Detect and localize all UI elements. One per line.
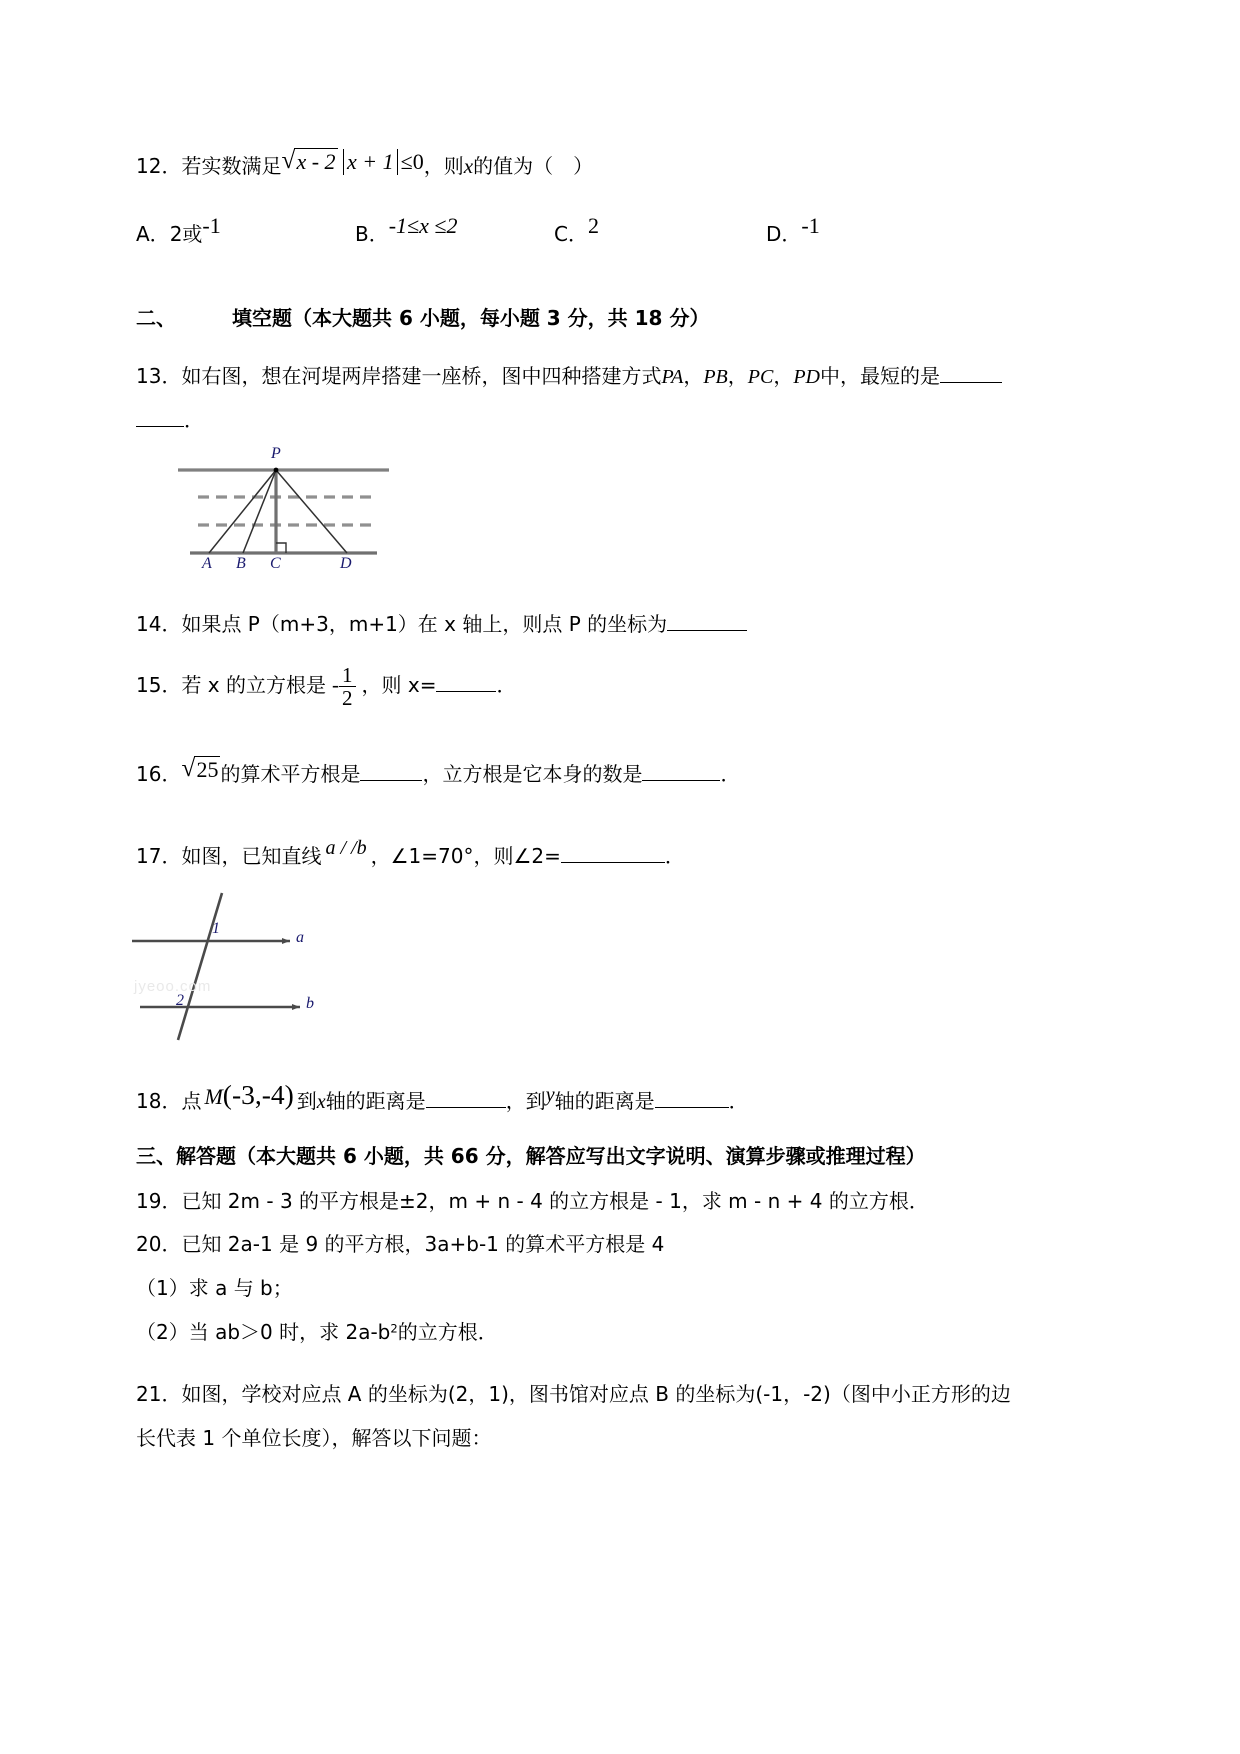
q20-part-2-b: 的立方根． xyxy=(397,1320,498,1344)
question-16 xyxy=(136,758,740,791)
q20-part-1: （1）求 a 与 b； xyxy=(136,1276,293,1300)
q20-text: 已知 2a-1 是 9 的平方根，3a+b-1 的算术平方根是 4 xyxy=(181,1232,665,1256)
q12-option-c-label: C． xyxy=(554,222,588,246)
q18-axis-y: y xyxy=(545,1084,555,1106)
q18-text-a: 点 xyxy=(181,1089,202,1113)
q12-variable: x xyxy=(463,154,474,178)
q18-axis-x: x xyxy=(316,1091,326,1113)
q12-option-d[interactable] xyxy=(766,213,820,247)
bridge-label-c: C xyxy=(270,555,281,572)
q17-text-c: ． xyxy=(664,844,685,868)
section-2-index: 二、 xyxy=(136,306,176,330)
q12-sqrt-radicand: x - 2 xyxy=(296,148,336,174)
q12-option-b-sup: -1≤x ≤2 xyxy=(388,213,458,238)
question-12 xyxy=(136,150,593,183)
q17-number: 17． xyxy=(136,844,182,868)
q16-text-b: ，立方根是它本身的数是 xyxy=(422,762,643,786)
section-2-title: 填空题（本大题共 6 小题，每小题 3 分，共 18 分） xyxy=(232,306,710,330)
q12-option-d-label: D． xyxy=(766,222,802,246)
q15-frac-numerator: 1 xyxy=(339,664,356,687)
q13-item-pa: PA xyxy=(661,366,684,388)
q16-text-a: 的算术平方根是 xyxy=(220,762,361,786)
q12-stem-tail: 的值为（ ） xyxy=(473,154,594,178)
question-13-line-1: 13．如右图，想在河堤两岸搭建一座桥，图中四种搭建方式PA，PB，PC，PD中，最短的是 xyxy=(136,360,1002,389)
line-label-b: b xyxy=(306,995,314,1012)
q18-text-d: ，到 xyxy=(505,1089,546,1113)
q15-text-b: ，则 x= xyxy=(361,673,437,698)
q13-item-pb: PB xyxy=(703,366,728,388)
q16-sqrt xyxy=(181,756,220,783)
question-14 xyxy=(136,608,747,637)
q17-text-b: ，∠1=70°，则∠2= xyxy=(370,844,561,868)
question-15 xyxy=(136,663,517,711)
q12-options xyxy=(136,213,820,247)
question-20-part-1 xyxy=(136,1272,293,1301)
question-18 xyxy=(136,1079,749,1120)
section-3-heading xyxy=(136,1140,926,1169)
q21-line-2: 长代表 1 个单位长度），解答以下问题： xyxy=(136,1426,492,1450)
q20-part-2-a: （2）当 ab＞0 时，求 2a-b xyxy=(136,1320,391,1344)
q18-answer-blank-1[interactable] xyxy=(426,1089,506,1108)
q19-text: 已知 2m - 3 的平方根是±2，m + n - 4 的立方根是 - 1，求 m - n + 4 的立方根． xyxy=(181,1189,929,1213)
q12-expression xyxy=(281,148,423,175)
q14-answer-blank[interactable] xyxy=(667,612,747,631)
q17-text-a: 如图，已知直线 xyxy=(181,844,322,868)
q16-sqrt-value: 25 xyxy=(196,756,219,782)
q20-part-2-sup: 2 xyxy=(390,1321,398,1336)
question-17 xyxy=(136,837,685,869)
parallel-lines-svg xyxy=(130,885,330,1045)
line-a-arrow xyxy=(282,938,290,944)
q13-text-c: ． xyxy=(184,408,204,432)
point-p-dot xyxy=(274,468,279,473)
q12-abs: x + 1 xyxy=(343,149,398,175)
q18-point-coords: (-3,-4) xyxy=(222,1079,294,1111)
q12-stem-after: ，则 xyxy=(423,154,464,178)
segment-pa xyxy=(209,470,276,553)
q15-number: 15． xyxy=(136,673,182,698)
q12-number: 12． xyxy=(136,154,182,178)
question-13-line-2 xyxy=(136,404,204,433)
q12-option-c[interactable] xyxy=(554,213,762,247)
q12-option-a-main: 2或 xyxy=(169,222,203,246)
q12-relation: ≤0 xyxy=(400,148,424,174)
bridge-figure xyxy=(176,445,391,575)
q18-text-f: ． xyxy=(728,1089,749,1113)
q15-text-c: ． xyxy=(496,673,517,698)
section-2-heading xyxy=(136,302,709,331)
question-21-line-1 xyxy=(136,1378,1011,1407)
q18-text-c: 轴的距离是 xyxy=(325,1089,426,1113)
q12-option-d-sup: -1 xyxy=(801,213,820,238)
q14-text: 如果点 P（m+3，m+1）在 x 轴上，则点 P 的坐标为 xyxy=(181,612,668,636)
question-20 xyxy=(136,1228,664,1257)
q18-text-b: 到 xyxy=(296,1089,317,1113)
q12-stem-before: 若实数满足 xyxy=(181,154,282,178)
q12-option-a[interactable] xyxy=(136,213,351,247)
q19-number: 19． xyxy=(136,1189,182,1213)
q13-text-b: 中，最短的是 xyxy=(819,364,940,388)
transversal-line xyxy=(178,893,222,1040)
q15-frac-sign: - xyxy=(332,672,340,697)
figure-watermark: jyeoo.com xyxy=(134,978,212,995)
q21-line-1: 如图，学校对应点 A 的坐标为(2，1)，图书馆对应点 B 的坐标为(-1，-2)（图中小正方形的边 xyxy=(181,1382,1011,1406)
bridge-label-b: B xyxy=(236,555,246,572)
question-20-part-2 xyxy=(136,1316,498,1345)
q15-frac-denominator: 2 xyxy=(342,686,353,711)
q12-option-a-label: A． xyxy=(136,222,170,246)
q12-option-c-sup: 2 xyxy=(587,213,599,238)
segment-pb xyxy=(243,470,276,553)
q12-option-b-label: B． xyxy=(355,222,389,246)
q16-answer-blank-2[interactable] xyxy=(642,762,720,781)
q18-point xyxy=(204,1079,293,1111)
q13-item-pd: PD xyxy=(793,366,820,388)
q20-number: 20． xyxy=(136,1232,182,1256)
segment-pd xyxy=(276,470,347,553)
q12-option-b[interactable] xyxy=(355,213,550,247)
q17-lines-expression: a / /b xyxy=(325,837,367,859)
line-label-a: a xyxy=(296,929,304,946)
q13-number: 13． xyxy=(136,364,182,388)
question-21-line-2 xyxy=(136,1422,491,1451)
bridge-label-d: D xyxy=(340,555,352,572)
q16-text-c: ． xyxy=(720,762,741,786)
q13-text-a: 如右图，想在河堤两岸搭建一座桥，图中四种搭建方式 xyxy=(181,364,662,388)
q13-answer-blank-2[interactable] xyxy=(136,408,184,427)
q15-answer-blank[interactable] xyxy=(436,673,496,692)
question-19 xyxy=(136,1185,929,1214)
line-b-arrow xyxy=(292,1004,300,1010)
q14-number: 14． xyxy=(136,612,182,636)
q15-text-a: 若 x 的立方根是 xyxy=(181,673,327,698)
q18-point-name: M xyxy=(204,1084,223,1110)
section-3-title: 三、解答题（本大题共 6 小题，共 66 分，解答应写出文字说明、演算步骤或推理过程） xyxy=(136,1144,926,1168)
q13-answer-blank-1[interactable] xyxy=(940,364,1002,383)
parallel-lines-figure xyxy=(130,885,330,1045)
q17-answer-blank[interactable] xyxy=(561,844,665,863)
q13-item-pc: PC xyxy=(747,366,774,388)
q15-fraction xyxy=(332,664,356,709)
q18-answer-blank-2[interactable] xyxy=(655,1089,729,1108)
q16-answer-blank-1[interactable] xyxy=(360,762,422,781)
q21-number: 21． xyxy=(136,1382,182,1406)
q16-number: 16． xyxy=(136,762,182,786)
bridge-label-a: A xyxy=(202,555,212,572)
q12-option-a-sup: -1 xyxy=(202,213,221,238)
q18-text-e: 轴的距离是 xyxy=(554,1089,655,1113)
angle-label-2: 2 xyxy=(176,992,184,1009)
angle-label-1: 1 xyxy=(212,920,220,937)
q18-number: 18． xyxy=(136,1089,182,1113)
bridge-label-p: P xyxy=(271,445,281,462)
